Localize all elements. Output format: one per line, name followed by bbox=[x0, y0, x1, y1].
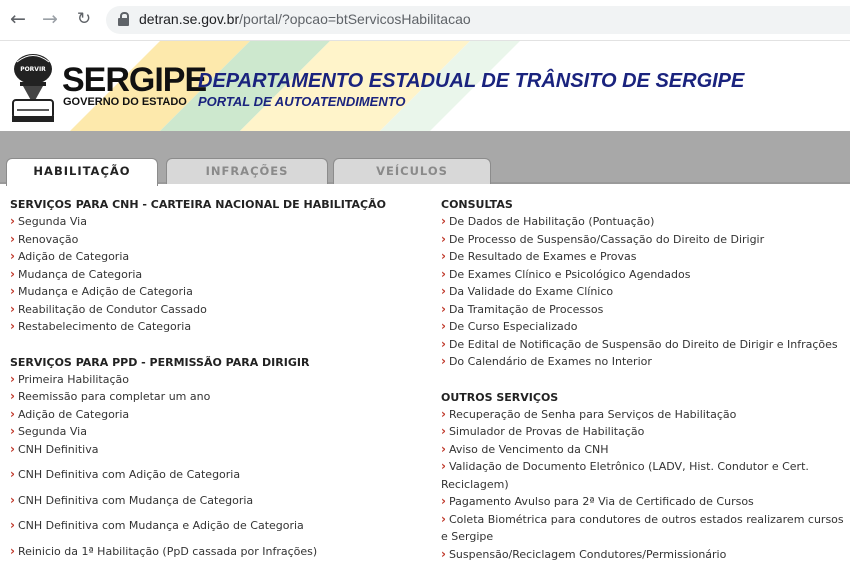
section-title-ppd: SERVIÇOS PARA PPD - PERMISSÃO PARA DIRIGIR bbox=[10, 355, 310, 369]
link-edital-notificacao[interactable]: › De Edital de Notificação de Suspensão do Direito de Dirigir e Infrações bbox=[441, 336, 838, 351]
link-cnh-def-mudanca[interactable]: › CNH Definitiva com Mudança de Categoria bbox=[10, 492, 254, 507]
chevron-right-icon: › bbox=[10, 518, 15, 532]
chevron-right-icon: › bbox=[10, 214, 15, 228]
link-exames-agendados[interactable]: › De Exames Clínico e Psicológico Agendados bbox=[441, 266, 691, 281]
link-pagamento-avulso[interactable]: › Pagamento Avulso para 2ª Via de Certificado de Cursos bbox=[441, 494, 754, 508]
link-resultado-exames[interactable]: › De Resultado de Exames e Provas bbox=[441, 249, 637, 263]
link-simulador[interactable]: › Simulador de Provas de Habilitação bbox=[441, 424, 645, 438]
link-cnh-definitiva[interactable]: › CNH Definitiva bbox=[10, 441, 99, 456]
chevron-right-icon: › bbox=[10, 389, 15, 403]
link-reemissao[interactable]: › Reemissão para completar um ano bbox=[10, 389, 211, 403]
chevron-right-icon: › bbox=[10, 319, 15, 333]
chevron-right-icon: › bbox=[441, 494, 446, 508]
tab-infracoes[interactable]: INFRAÇÕES bbox=[166, 158, 328, 184]
chevron-right-icon: › bbox=[441, 214, 446, 228]
link-segunda-via[interactable]: › Segunda Via bbox=[10, 214, 87, 228]
link-aviso-vencimento[interactable]: › Aviso de Vencimento da CNH bbox=[441, 441, 609, 456]
link-adicao-categoria[interactable]: › Adição de Categoria bbox=[10, 249, 130, 263]
link-cnh-def-adicao[interactable]: › CNH Definitiva com Adição de Categoria bbox=[10, 467, 241, 481]
left-column bbox=[10, 196, 430, 560]
link-ppd-segunda-via[interactable]: › Segunda Via bbox=[10, 424, 87, 438]
state-seal-logo bbox=[9, 52, 57, 124]
section-title-outros: OUTROS SERVIÇOS bbox=[441, 390, 559, 404]
chevron-right-icon: › bbox=[10, 424, 15, 438]
chevron-right-icon: › bbox=[441, 249, 446, 263]
chevron-right-icon: › bbox=[441, 459, 446, 473]
link-renovacao[interactable]: › Renovação bbox=[10, 231, 79, 246]
link-calendario-exames[interactable]: › Do Calendário de Exames no Interior bbox=[441, 354, 652, 368]
chevron-right-icon: › bbox=[10, 492, 15, 507]
url-text[interactable] bbox=[139, 11, 471, 27]
link-validade-exame[interactable]: › Da Validade do Exame Clínico bbox=[441, 284, 614, 298]
section-title-cnh: SERVIÇOS PARA CNH - CARTEIRA NACIONAL DE HABILITAÇÃO bbox=[10, 198, 386, 211]
chevron-right-icon: › bbox=[10, 543, 15, 558]
browser-toolbar bbox=[0, 0, 850, 41]
chevron-right-icon: › bbox=[441, 301, 446, 316]
link-tramitacao[interactable]: › Da Tramitação de Processos bbox=[441, 301, 604, 316]
tab-habilitacao[interactable]: HABILITAÇÃO bbox=[6, 158, 158, 186]
svg-text:PORVIR: PORVIR bbox=[20, 66, 46, 73]
link-ppd-adicao[interactable]: › Adição de Categoria bbox=[10, 406, 130, 421]
right-column bbox=[441, 196, 850, 563]
link-coleta-biometrica[interactable]: › Coleta Biométrica para condutores de outros estados realizarem cursos e Sergipe bbox=[441, 511, 844, 543]
reload-icon[interactable]: ↻ bbox=[76, 9, 92, 29]
chevron-right-icon: › bbox=[10, 231, 15, 246]
chevron-right-icon: › bbox=[441, 266, 446, 281]
chevron-right-icon: › bbox=[10, 249, 15, 263]
link-recuperacao-senha[interactable]: › Recuperação de Senha para Serviços de Habilitação bbox=[441, 406, 737, 421]
chevron-right-icon: › bbox=[10, 467, 15, 481]
portal-subtitle: PORTAL DE AUTOATENDIMENTO bbox=[198, 94, 406, 109]
chevron-right-icon: › bbox=[441, 231, 446, 246]
link-curso-especializado[interactable]: › De Curso Especializado bbox=[441, 319, 578, 333]
chevron-right-icon: › bbox=[10, 266, 15, 281]
chevron-right-icon: › bbox=[441, 284, 446, 298]
chevron-right-icon: › bbox=[441, 406, 446, 421]
chevron-right-icon: › bbox=[441, 354, 446, 368]
chevron-right-icon: › bbox=[441, 546, 446, 561]
chevron-right-icon: › bbox=[10, 301, 15, 316]
government-label: GOVERNO DO ESTADO bbox=[63, 96, 187, 108]
lock-icon bbox=[118, 12, 129, 26]
chevron-right-icon: › bbox=[10, 406, 15, 421]
link-dados-habilitacao[interactable]: › De Dados de Habilitação (Pontuação) bbox=[441, 214, 655, 228]
chevron-right-icon: › bbox=[10, 441, 15, 456]
site-header bbox=[0, 41, 850, 131]
chevron-right-icon: › bbox=[10, 284, 15, 298]
state-name: SERGIPE bbox=[62, 61, 207, 99]
link-suspensao-reciclagem[interactable]: › Suspensão/Reciclagem Condutores/Permissionário bbox=[441, 546, 727, 561]
chevron-right-icon: › bbox=[441, 424, 446, 438]
chevron-right-icon: › bbox=[441, 511, 446, 526]
address-bar[interactable] bbox=[106, 6, 850, 34]
back-arrow-icon[interactable]: ← bbox=[10, 8, 26, 30]
department-title: DEPARTAMENTO ESTADUAL DE TRÂNSITO DE SERGIPE bbox=[198, 70, 745, 92]
forward-arrow-icon[interactable]: → bbox=[42, 8, 58, 30]
link-validacao-documento[interactable]: › Validação de Documento Eletrônico (LADV, Hist. Condutor e Cert. Reciclagem) bbox=[441, 459, 809, 491]
link-cnh-def-mudanca-adicao[interactable]: › CNH Definitiva com Mudança e Adição de Categoria bbox=[10, 518, 304, 532]
chevron-right-icon: › bbox=[441, 319, 446, 333]
link-mudanca-categoria[interactable]: › Mudança de Categoria bbox=[10, 266, 143, 281]
link-restabelecimento[interactable]: › Restabelecimento de Categoria bbox=[10, 319, 192, 333]
link-primeira-habilitacao[interactable]: › Primeira Habilitação bbox=[10, 371, 130, 386]
url-path: /portal/?opcao=btServicosHabilitacao bbox=[239, 11, 471, 27]
chevron-right-icon: › bbox=[441, 441, 446, 456]
tab-veiculos[interactable]: VEÍCULOS bbox=[333, 158, 491, 184]
link-reinicio[interactable]: › Reinicio da 1ª Habilitação (PpD cassada por Infrações) bbox=[10, 543, 318, 558]
link-reabilitacao[interactable]: › Reabilitação de Condutor Cassado bbox=[10, 301, 207, 316]
section-title-consultas: CONSULTAS bbox=[441, 198, 513, 211]
chevron-right-icon: › bbox=[10, 371, 15, 386]
chevron-right-icon: › bbox=[441, 336, 446, 351]
link-mudanca-adicao[interactable]: › Mudança e Adição de Categoria bbox=[10, 284, 193, 298]
link-processo-suspensao[interactable]: › De Processo de Suspensão/Cassação do Direito de Dirigir bbox=[441, 231, 765, 246]
url-domain: detran.se.gov.br bbox=[139, 11, 240, 27]
